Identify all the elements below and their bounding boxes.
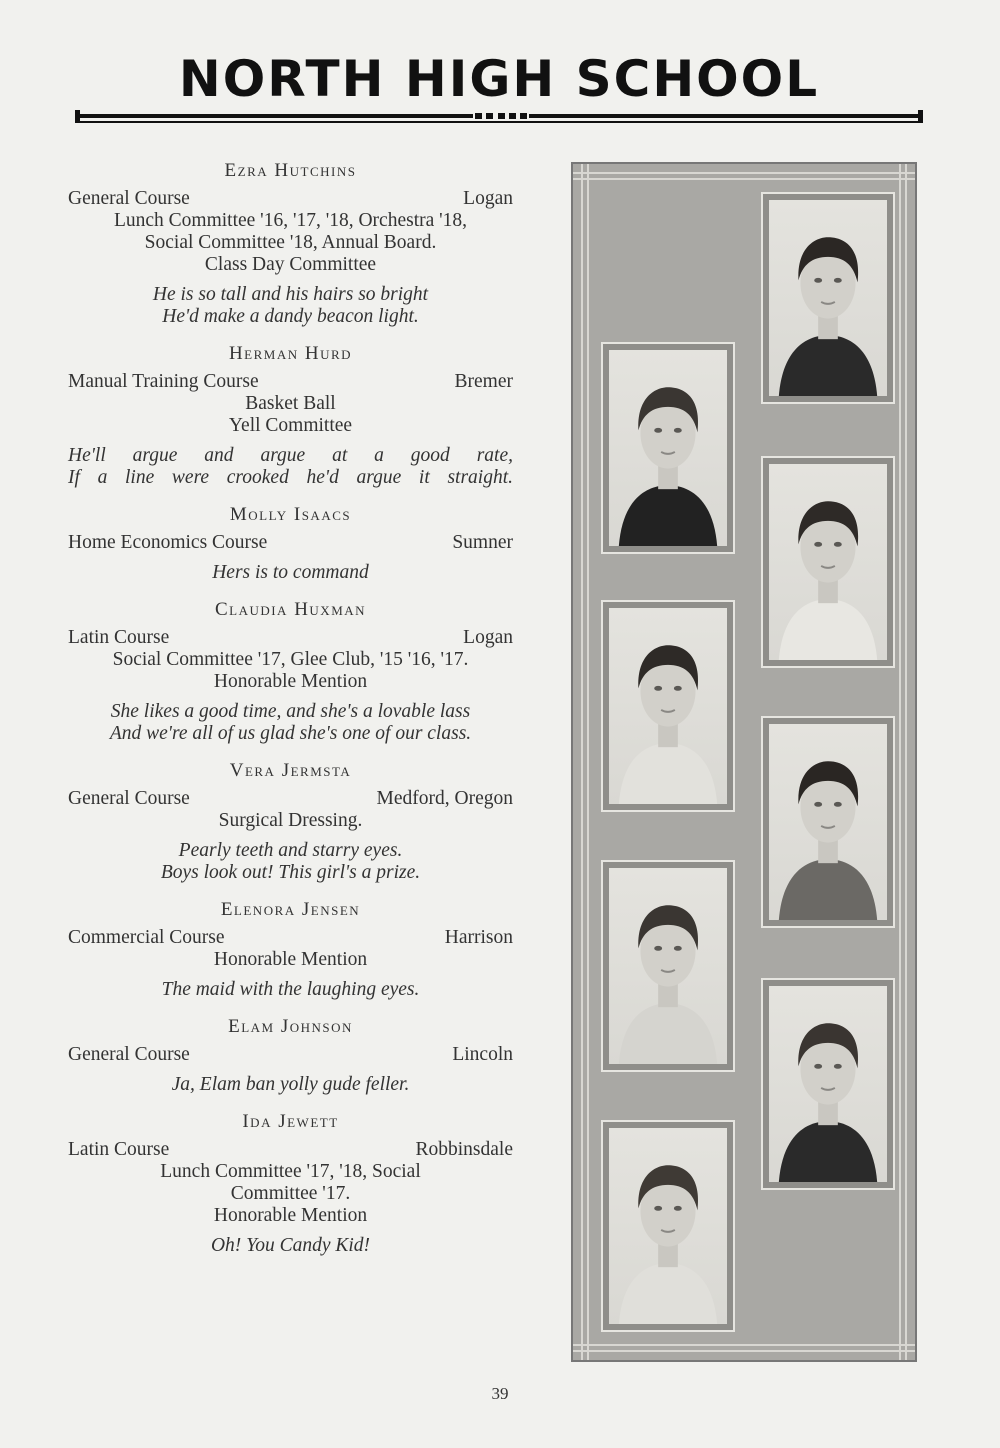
student-entry	[68, 758, 513, 884]
student-entry	[68, 158, 513, 328]
portrait-figure	[609, 1128, 727, 1324]
student-course: Commercial Course	[68, 927, 225, 948]
student-school: Medford, Oregon	[376, 788, 513, 809]
student-activity-line: Basket Ball	[245, 393, 336, 414]
student-course: General Course	[68, 788, 190, 809]
student-school: Harrison	[444, 927, 513, 948]
verse-line: And we're all of us glad she's one of our class.	[109, 723, 472, 744]
verse-line: Boys look out! This girl's a prize.	[160, 862, 421, 883]
portrait-ezra-hutchins	[761, 192, 895, 404]
course-row	[68, 371, 513, 393]
course-row	[68, 1139, 513, 1161]
student-course: Manual Training Course	[68, 371, 259, 392]
student-activity-line: Lunch Committee '17, '18, Social	[160, 1161, 421, 1182]
student-school: Lincoln	[452, 1044, 513, 1065]
verse-line: Oh! You Candy Kid!	[210, 1235, 371, 1256]
student-verse	[68, 840, 513, 884]
portrait-elam-johnson	[761, 978, 895, 1190]
student-entry	[68, 1014, 513, 1096]
header-rule-cap-left	[75, 110, 80, 122]
student-activity-line: Honorable Mention	[213, 1205, 368, 1226]
header-rule-cap-right	[918, 110, 923, 122]
portrait-vera-jermsta	[761, 716, 895, 928]
student-school: Logan	[463, 188, 513, 209]
student-course: General Course	[68, 188, 190, 209]
student-name: Ezra Hutchins	[224, 160, 357, 181]
verse-line: The maid with the laughing eyes.	[161, 979, 420, 1000]
student-name: Elam Johnson	[228, 1016, 353, 1037]
student-verse	[68, 979, 513, 1001]
student-course: General Course	[68, 1044, 190, 1065]
course-row	[68, 1044, 513, 1066]
student-course: Latin Course	[68, 1139, 170, 1160]
portrait-figure	[769, 986, 887, 1182]
course-row	[68, 927, 513, 949]
student-name: Ida Jewett	[242, 1111, 339, 1132]
portrait-figure	[769, 464, 887, 660]
student-name: Claudia Huxman	[214, 599, 367, 620]
student-school: Logan	[463, 627, 513, 648]
student-activity-line: Honorable Mention	[213, 671, 368, 692]
portrait-herman-hurd	[601, 342, 735, 554]
student-entries	[68, 158, 513, 1270]
page-title: NORTH HIGH SCHOOL	[178, 50, 820, 108]
portrait-figure	[769, 200, 887, 396]
student-verse	[68, 701, 513, 745]
portrait-figure	[609, 608, 727, 804]
student-school: Bremer	[454, 371, 513, 392]
student-activity-line: Surgical Dressing.	[218, 810, 363, 831]
verse-line: He is so tall and his hairs so bright	[152, 284, 429, 305]
portrait-photo	[609, 608, 727, 804]
student-entry	[68, 502, 513, 584]
student-entry	[68, 341, 513, 489]
student-name: Herman Hurd	[228, 343, 353, 364]
portrait-elenora-jensen	[601, 860, 735, 1072]
verse-line: He'd make a dandy beacon light.	[162, 306, 419, 327]
verse-line: She likes a good time, and she's a lovable lass	[110, 701, 471, 722]
portrait-photo	[609, 868, 727, 1064]
student-activity-line: Honorable Mention	[213, 949, 368, 970]
student-entry	[68, 897, 513, 1001]
portrait-photo	[609, 1128, 727, 1324]
portrait-photo	[769, 200, 887, 396]
verse-line: He'll argue and argue at a good rate,	[68, 445, 513, 466]
student-course: Latin Course	[68, 627, 170, 648]
student-activity-line: Committee '17.	[230, 1183, 351, 1204]
course-row	[68, 627, 513, 649]
student-verse	[68, 284, 513, 328]
student-verse	[68, 1235, 513, 1257]
course-row	[68, 532, 513, 554]
student-entry	[68, 1109, 513, 1257]
student-name: Molly Isaacs	[229, 504, 352, 525]
header-rule-bottom	[75, 121, 923, 123]
portrait-claudia-huxman	[601, 600, 735, 812]
portrait-photo	[769, 986, 887, 1182]
verse-line: Pearly teeth and starry eyes.	[178, 840, 403, 861]
portrait-ida-jewett	[601, 1120, 735, 1332]
portrait-figure	[769, 724, 887, 920]
page-header	[75, 48, 923, 120]
page-number: 39	[491, 1384, 509, 1403]
course-row	[68, 188, 513, 210]
student-verse	[68, 562, 513, 584]
verse-line: Ja, Elam ban yolly gude feller.	[171, 1074, 410, 1095]
student-name: Elenora Jensen	[220, 899, 361, 920]
portrait-photo	[769, 724, 887, 920]
student-school: Sumner	[452, 532, 513, 553]
portrait-figure	[609, 350, 727, 546]
student-school: Robbinsdale	[415, 1139, 513, 1160]
student-entry	[68, 597, 513, 745]
portrait-photo	[769, 464, 887, 660]
portrait-photo	[609, 350, 727, 546]
student-verse	[68, 445, 513, 489]
student-activity-line: Lunch Committee '16, '17, '18, Orchestra '18,	[113, 210, 468, 231]
verse-line: If a line were crooked he'd argue it straight.	[68, 467, 513, 488]
student-activity-line: Yell Committee	[228, 415, 353, 436]
portrait-molly-isaacs	[761, 456, 895, 668]
course-row	[68, 788, 513, 810]
student-verse	[68, 1074, 513, 1096]
student-activity-line: Social Committee '17, Glee Club, '15 '16, '17.	[112, 649, 469, 670]
portrait-panel	[571, 162, 917, 1362]
verse-line: Hers is to command	[212, 562, 369, 583]
student-activity-line: Social Committee '18, Annual Board.	[144, 232, 437, 253]
student-activity-line: Class Day Committee	[204, 254, 377, 275]
student-name: Vera Jermsta	[229, 760, 352, 781]
header-rule-ornament	[473, 113, 529, 119]
student-course: Home Economics Course	[68, 532, 268, 553]
portrait-figure	[609, 868, 727, 1064]
